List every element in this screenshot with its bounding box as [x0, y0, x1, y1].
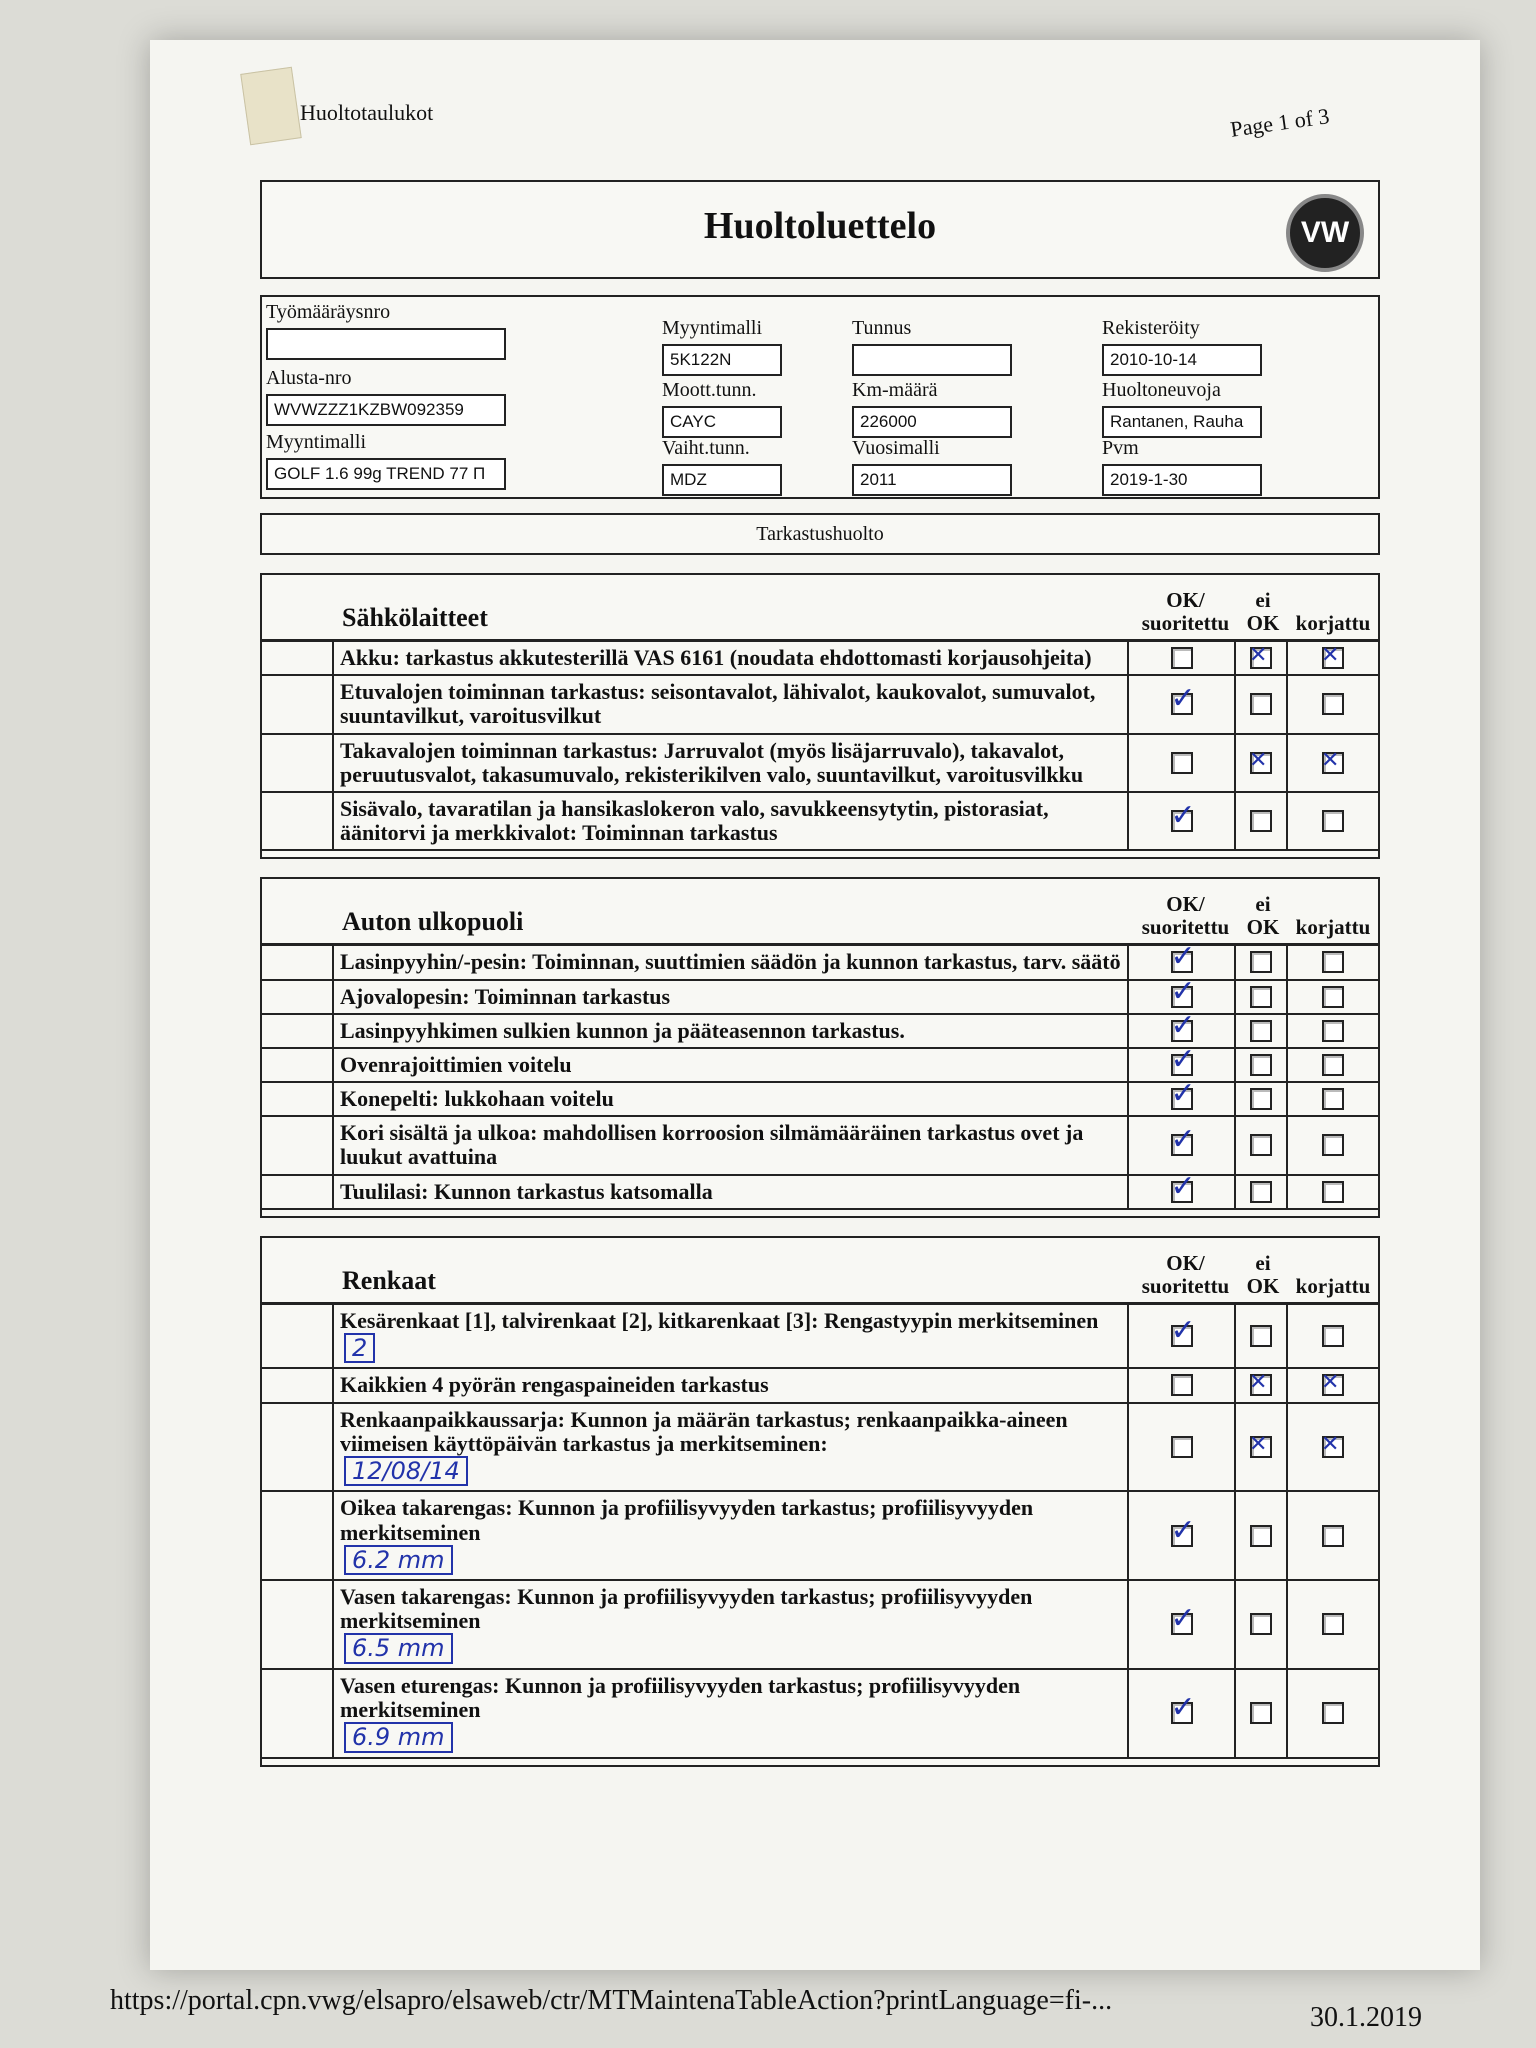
- value: GOLF 1.6 99g TREND 77 П: [266, 458, 506, 490]
- field-km-maara: [852, 379, 1012, 438]
- cell-korjattu: [1288, 1305, 1378, 1368]
- row-margin: [262, 1049, 334, 1081]
- checkbox-ok[interactable]: [1171, 1054, 1193, 1076]
- column-ei-ok: ei OK: [1246, 1250, 1280, 1298]
- checkbox-ok[interactable]: [1171, 752, 1193, 774]
- sections-container: [260, 573, 1380, 1767]
- cell-ok: [1129, 1492, 1236, 1579]
- cell-ok: [1129, 1581, 1236, 1668]
- checklist-row: [262, 1404, 1378, 1493]
- row-text: [334, 1670, 1129, 1757]
- label: Myyntimalli: [266, 431, 366, 453]
- section-title: Renkaat: [342, 1265, 436, 1295]
- handwritten-value: 6.5 mm: [344, 1633, 453, 1663]
- row-label: Akku: tarkastus akkutesterillä VAS 6161 (noudata ehdottomasti korjausohjeita): [340, 645, 1092, 670]
- row-margin: [262, 981, 334, 1013]
- checklist-row: [262, 1117, 1378, 1175]
- row-label: Ovenrajoittimien voitelu: [340, 1051, 572, 1077]
- cell-korjattu: [1288, 1049, 1378, 1081]
- row-margin: [262, 1670, 334, 1757]
- cell-korjattu: [1288, 1176, 1378, 1208]
- row-margin: [262, 735, 334, 791]
- label: Rekisteröity: [1102, 317, 1200, 339]
- row-label: Tuulilasi: Kunnon tarkastus katsomalla: [340, 1178, 713, 1204]
- value: 2010-10-14: [1102, 344, 1262, 376]
- cell-ok: [1129, 1176, 1236, 1208]
- checkbox-ei-ok[interactable]: [1250, 1325, 1272, 1347]
- footer-url: https://portal.cpn.vwg/elsapro/elsaweb/ctr/MTMaintenaTableAction?printLanguage=fi-...: [110, 1985, 1113, 2016]
- field-huoltoneuvoja: [1102, 379, 1262, 438]
- row-label: Kesärenkaat [1], talvirenkaat [2], kitkarenkaat [3]: Rengastyypin merkitseminen: [340, 1307, 1099, 1333]
- checkbox-korjattu[interactable]: [1322, 1134, 1344, 1156]
- cell-korjattu: [1288, 1581, 1378, 1668]
- cell-ei-ok: [1236, 1305, 1288, 1368]
- document-title: Huoltoluettelo: [703, 205, 937, 247]
- row-label: Lasinpyyhin/-pesin: Toiminnan, suuttimien säädön ja kunnon tarkastus, tarv. säätö: [340, 949, 1121, 975]
- checklist-row: [262, 1049, 1378, 1083]
- checklist-section: [260, 877, 1380, 1218]
- checkbox-korjattu[interactable]: [1322, 1088, 1344, 1110]
- row-text: [334, 1305, 1129, 1368]
- checkbox-ok[interactable]: [1171, 1325, 1193, 1347]
- row-text: [334, 981, 1129, 1013]
- checklist-row: [262, 1176, 1378, 1210]
- label: Myyntimalli: [662, 317, 762, 339]
- footer-date: 30.1.2019: [1310, 2002, 1422, 2033]
- field-pvm: [1102, 437, 1262, 496]
- checkbox-ei-ok[interactable]: [1250, 1374, 1272, 1396]
- row-text: [334, 1404, 1129, 1491]
- checklist-row: [262, 1083, 1378, 1117]
- header-left: Huoltotaulukot: [300, 100, 434, 125]
- checkbox-ei-ok[interactable]: [1250, 1702, 1272, 1724]
- cell-ok: [1129, 735, 1236, 791]
- checkbox-korjattu[interactable]: [1322, 810, 1344, 832]
- cell-korjattu: [1288, 676, 1378, 732]
- page-indicator: Page 1 of 3: [1228, 103, 1331, 142]
- document: [260, 180, 1380, 1767]
- row-text: [334, 1176, 1129, 1208]
- row-margin: [262, 676, 334, 732]
- checkbox-ok[interactable]: [1171, 1436, 1193, 1458]
- checkbox-korjattu[interactable]: [1322, 1181, 1344, 1203]
- checkbox-korjattu[interactable]: [1322, 1054, 1344, 1076]
- value: [852, 344, 1012, 376]
- handwritten-value: 2: [344, 1333, 375, 1363]
- row-label: Oikea takarengas: Kunnon ja profiilisyvyyden tarkastus; profiilisyvyyden merkitseminen: [340, 1495, 1034, 1545]
- checkbox-korjattu[interactable]: [1322, 1325, 1344, 1347]
- checkbox-ei-ok[interactable]: [1250, 1436, 1272, 1458]
- row-text: [334, 793, 1129, 849]
- cell-korjattu: [1288, 1083, 1378, 1115]
- handwritten-value: 6.9 mm: [344, 1722, 453, 1752]
- cell-ei-ok: [1236, 1581, 1288, 1668]
- value: MDZ: [662, 464, 782, 496]
- checkbox-ei-ok[interactable]: [1250, 647, 1272, 669]
- cell-korjattu: [1288, 1369, 1378, 1401]
- checkbox-ei-ok[interactable]: [1250, 752, 1272, 774]
- value: 2019-1-30: [1102, 464, 1262, 496]
- checkbox-korjattu[interactable]: [1322, 1525, 1344, 1547]
- checklist-row: [262, 981, 1378, 1015]
- cell-ei-ok: [1236, 946, 1288, 978]
- value: 5K122N: [662, 344, 782, 376]
- checkbox-ok[interactable]: [1171, 1134, 1193, 1156]
- value: [266, 328, 506, 360]
- checkbox-ok[interactable]: [1171, 1525, 1193, 1547]
- cell-ok: [1129, 793, 1236, 849]
- label: Huoltoneuvoja: [1102, 379, 1221, 401]
- cell-korjattu: [1288, 1670, 1378, 1757]
- field-tunnus: [852, 317, 1012, 376]
- label: Työmääräysnro: [266, 301, 391, 323]
- checkbox-ok[interactable]: [1171, 951, 1193, 973]
- row-text: [334, 1015, 1129, 1047]
- checkbox-ei-ok[interactable]: [1250, 1613, 1272, 1635]
- row-margin: [262, 1404, 334, 1491]
- cell-ei-ok: [1236, 981, 1288, 1013]
- column-korjattu: korjattu: [1295, 915, 1371, 940]
- checkbox-ei-ok[interactable]: [1250, 986, 1272, 1008]
- row-label: Takavalojen toiminnan tarkastus: Jarruvalot (myös lisäjarruvalo), takavalot, peruutusvalot, takasumuvalo, rekisterikilven valo, suuntavilkut, varoitusvilkku: [340, 737, 1084, 787]
- column-ok: OK/ suoritettu: [1141, 587, 1230, 635]
- cell-ei-ok: [1236, 1117, 1288, 1173]
- row-text: [334, 1369, 1129, 1401]
- row-label: Ajovalopesin: Toiminnan tarkastus: [340, 983, 671, 1009]
- value: 226000: [852, 406, 1012, 438]
- checklist-row: [262, 642, 1378, 676]
- checkbox-ok[interactable]: [1171, 1088, 1193, 1110]
- checkbox-ei-ok[interactable]: [1250, 1088, 1272, 1110]
- cell-ei-ok: [1236, 1083, 1288, 1115]
- checkbox-ok[interactable]: [1171, 1613, 1193, 1635]
- section-header: [262, 885, 1378, 946]
- field-alusta-nro: [266, 367, 506, 426]
- cell-korjattu: [1288, 1404, 1378, 1491]
- field-myyntimalli-left: [266, 431, 506, 490]
- row-label: Vasen takarengas: Kunnon ja profiilisyvyyden tarkastus; profiilisyvyyden merkitseminen: [340, 1584, 1033, 1634]
- value: 2011: [852, 464, 1012, 496]
- checkbox-korjattu[interactable]: [1322, 1374, 1344, 1396]
- title-box: [260, 180, 1380, 279]
- label: Pvm: [1102, 437, 1139, 459]
- column-ei-ok: ei OK: [1246, 892, 1280, 940]
- checklist-row: [262, 735, 1378, 793]
- cell-ei-ok: [1236, 676, 1288, 732]
- field-vuosimalli: [852, 437, 1012, 496]
- field-vaiht-tunn: [662, 437, 782, 496]
- checkbox-ok[interactable]: [1171, 1374, 1193, 1396]
- checkbox-ok[interactable]: [1171, 1181, 1193, 1203]
- checkbox-ok[interactable]: [1171, 693, 1193, 715]
- checkbox-korjattu[interactable]: [1322, 1613, 1344, 1635]
- section-header: [262, 581, 1378, 642]
- cell-ei-ok: [1236, 1369, 1288, 1401]
- cell-ok: [1129, 1404, 1236, 1491]
- row-text: [334, 642, 1129, 674]
- checklist-row: [262, 1492, 1378, 1581]
- section-title: Auton ulkopuoli: [342, 907, 524, 937]
- column-korjattu: korjattu: [1295, 610, 1371, 635]
- row-label: Renkaanpaikkaussarja: Kunnon ja määrän tarkastus; renkaanpaikka-aineen viimeisen käyttöpäivän tarkastus ja merkitseminen:: [340, 1406, 1068, 1456]
- field-myyntimalli-mid: [662, 317, 782, 376]
- row-label: Lasinpyyhkimen sulkien kunnon ja pääteasennon tarkastus.: [340, 1017, 905, 1043]
- checkbox-ei-ok[interactable]: [1250, 1020, 1272, 1042]
- label: Vuosimalli: [852, 437, 940, 459]
- value: WVWZZZ1KZBW092359: [266, 394, 506, 426]
- checkbox-ei-ok[interactable]: [1250, 951, 1272, 973]
- row-label: Konepelti: lukkohaan voitelu: [340, 1086, 614, 1112]
- field-rekisteroity: [1102, 317, 1262, 376]
- row-label: Vasen eturengas: Kunnon ja profiilisyvyyden tarkastus; profiilisyvyyden merkitseminen: [340, 1672, 1021, 1723]
- section-title: Sähkölaitteet: [342, 603, 488, 632]
- row-margin: [262, 1083, 334, 1115]
- column-ok: OK/ suoritettu: [1141, 1250, 1230, 1298]
- cell-ok: [1129, 1117, 1236, 1173]
- cell-ei-ok: [1236, 1176, 1288, 1208]
- value: Rantanen, Rauha: [1102, 406, 1262, 438]
- row-margin: [262, 1492, 334, 1579]
- checkbox-korjattu[interactable]: [1322, 951, 1344, 973]
- checkbox-ok[interactable]: [1171, 986, 1193, 1008]
- checkbox-korjattu[interactable]: [1322, 647, 1344, 669]
- row-margin: [262, 642, 334, 674]
- row-margin: [262, 1117, 334, 1173]
- vw-logo-icon: VW: [1286, 194, 1364, 272]
- field-tyomaaraysnro: [266, 301, 506, 360]
- cell-ei-ok: [1236, 1015, 1288, 1047]
- checkbox-ok[interactable]: [1171, 810, 1193, 832]
- checkbox-korjattu[interactable]: [1322, 1020, 1344, 1042]
- label: Vaiht.tunn.: [662, 437, 750, 459]
- cell-korjattu: [1288, 642, 1378, 674]
- row-label: Sisävalo, tavaratilan ja hansikaslokeron valo, savukkeensytytin, pistorasiat, äänitorvi ja merkkivalot: Toiminnan tarkastus: [340, 795, 1049, 846]
- cell-korjattu: [1288, 1117, 1378, 1173]
- handwritten-value: 12/08/14: [344, 1456, 468, 1486]
- cell-ei-ok: [1236, 1404, 1288, 1491]
- cell-ok: [1129, 676, 1236, 732]
- handwritten-value: 6.2 mm: [344, 1545, 453, 1575]
- row-margin: [262, 1015, 334, 1047]
- row-text: [334, 676, 1129, 732]
- cell-ei-ok: [1236, 1049, 1288, 1081]
- checkbox-ei-ok[interactable]: [1250, 810, 1272, 832]
- checklist-row: [262, 1369, 1378, 1403]
- section-header: [262, 1244, 1378, 1305]
- row-label: Kori sisältä ja ulkoa: mahdollisen korroosion silmämääräinen tarkastus ovet ja luukut avattuina: [340, 1120, 1084, 1170]
- checkbox-korjattu[interactable]: [1322, 752, 1344, 774]
- cell-korjattu: [1288, 981, 1378, 1013]
- cell-ok: [1129, 642, 1236, 674]
- row-label: Etuvalojen toiminnan tarkastus: seisontavalot, lähivalot, kaukovalot, sumuvalot, suuntavilkut, varoitusvilkut: [340, 679, 1096, 729]
- row-text: [334, 735, 1129, 791]
- checkbox-korjattu[interactable]: [1322, 693, 1344, 715]
- cell-ei-ok: [1236, 1670, 1288, 1757]
- label: Km-määrä: [852, 379, 938, 401]
- label: Alusta-nro: [266, 367, 352, 389]
- row-text: [334, 1083, 1129, 1115]
- cell-korjattu: [1288, 793, 1378, 849]
- value: CAYC: [662, 406, 782, 438]
- label: Tunnus: [852, 317, 912, 339]
- cell-ok: [1129, 1305, 1236, 1368]
- checklist-row: [262, 1670, 1378, 1759]
- checkbox-ei-ok[interactable]: [1250, 693, 1272, 715]
- checklist-row: [262, 1015, 1378, 1049]
- checklist-section: [260, 573, 1380, 859]
- label: Moott.tunn.: [662, 379, 757, 401]
- cell-korjattu: [1288, 1492, 1378, 1579]
- row-margin: [262, 1369, 334, 1401]
- row-margin: [262, 946, 334, 978]
- row-margin: [262, 1305, 334, 1368]
- cell-ei-ok: [1236, 793, 1288, 849]
- row-label: Kaikkien 4 pyörän rengaspaineiden tarkastus: [340, 1372, 769, 1398]
- checkbox-korjattu[interactable]: [1322, 1436, 1344, 1458]
- checkbox-ei-ok[interactable]: [1250, 1054, 1272, 1076]
- checklist-row: [262, 793, 1378, 851]
- column-ok: OK/ suoritettu: [1141, 892, 1230, 940]
- cell-ok: [1129, 1369, 1236, 1401]
- inspection-type: Tarkastushuolto: [260, 513, 1380, 555]
- row-text: [334, 1581, 1129, 1668]
- checkbox-ok[interactable]: [1171, 1702, 1193, 1724]
- row-text: [334, 1049, 1129, 1081]
- checklist-row: [262, 946, 1378, 980]
- checklist-row: [262, 1581, 1378, 1670]
- cell-korjattu: [1288, 1015, 1378, 1047]
- checkbox-ok[interactable]: [1171, 1020, 1193, 1042]
- row-margin: [262, 1176, 334, 1208]
- checkbox-ei-ok[interactable]: [1250, 1181, 1272, 1203]
- cell-ok: [1129, 1083, 1236, 1115]
- row-text: [334, 1117, 1129, 1173]
- cell-korjattu: [1288, 735, 1378, 791]
- row-text: [334, 1492, 1129, 1579]
- cell-ei-ok: [1236, 1492, 1288, 1579]
- row-margin: [262, 793, 334, 849]
- checkbox-korjattu[interactable]: [1322, 1702, 1344, 1724]
- cell-ei-ok: [1236, 642, 1288, 674]
- checkbox-ei-ok[interactable]: [1250, 1134, 1272, 1156]
- field-moott-tunn: [662, 379, 782, 438]
- column-ei-ok: ei OK: [1246, 587, 1280, 635]
- tape-strip: [240, 67, 302, 146]
- checklist-section: [260, 1236, 1380, 1767]
- column-korjattu: korjattu: [1295, 1273, 1371, 1298]
- checklist-row: [262, 1305, 1378, 1370]
- row-margin: [262, 1581, 334, 1668]
- checkbox-korjattu[interactable]: [1322, 986, 1344, 1008]
- checklist-row: [262, 676, 1378, 734]
- cell-ei-ok: [1236, 735, 1288, 791]
- checkbox-ei-ok[interactable]: [1250, 1525, 1272, 1547]
- cell-ok: [1129, 1670, 1236, 1757]
- cell-korjattu: [1288, 946, 1378, 978]
- row-text: [334, 946, 1129, 978]
- checkbox-ok[interactable]: [1171, 647, 1193, 669]
- vehicle-info-box: [260, 295, 1380, 499]
